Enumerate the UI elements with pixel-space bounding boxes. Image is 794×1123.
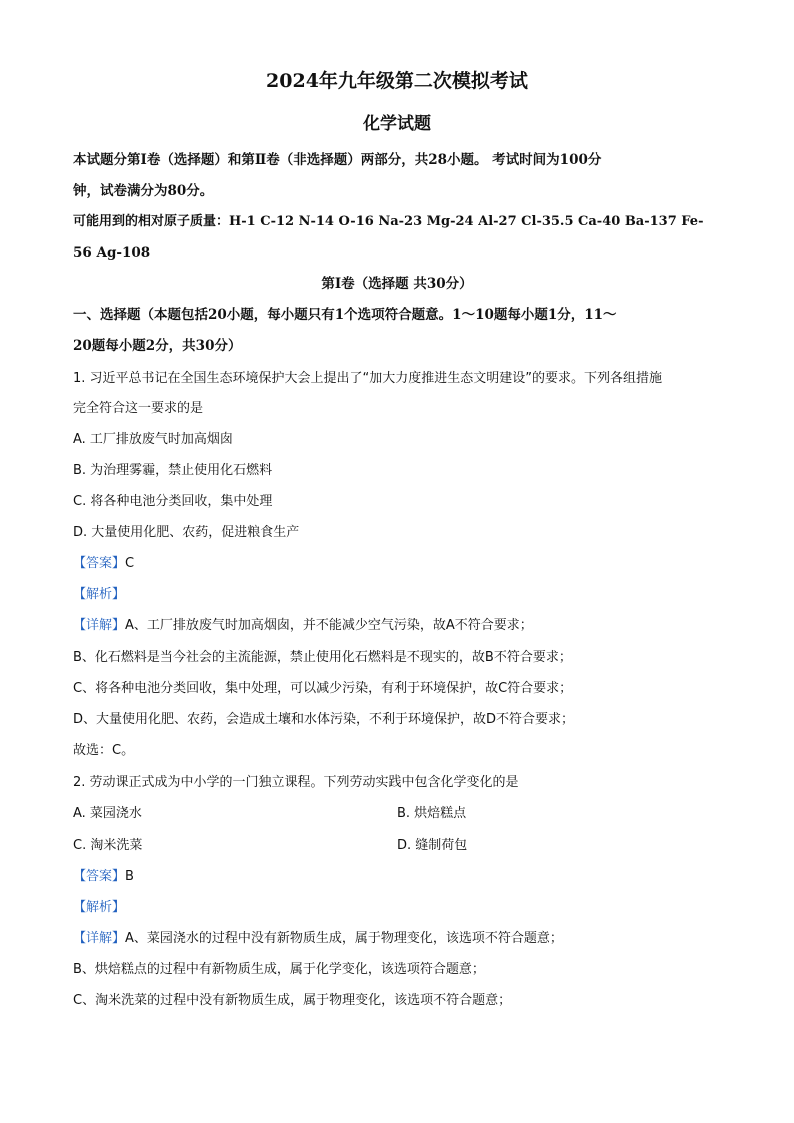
question-2-analysis-tag: 【解析】 (73, 900, 126, 915)
question-1-detail-b: B、化石燃料是当今社会的主流能源，禁止使用化石燃料是不现实的，故B不符合要求； (73, 650, 572, 665)
atomic-mass-line: 可能用到的相对原子质量：H-1 C-12 N-14 O-16 Na-23 Mg-24 Al-27 Cl-35.5 Ca-40 Ba-137 Fe- (73, 214, 704, 229)
question-1-option-d: D. 大量使用化肥、农药，促进粮食生产 (73, 525, 300, 540)
question-2-stem: 2. 劳动课正式成为中小学的一门独立课程。下列劳动实践中包含化学变化的是 (73, 775, 519, 790)
question-2-option-b: B. 烘焙糕点 (397, 806, 467, 821)
detail-tag: 【详解】 (73, 931, 126, 946)
detail-text: A、菜园浇水的过程中没有新物质生成，属于物理变化，该选项不符合题意； (125, 931, 563, 946)
part-instructions: 一、选择题（本题包括20小题，每小题只有1个选项符合题意。1～10题每小题1分，11～ (73, 307, 617, 323)
intro-text-cont: 钟，试卷满分为80分。 (73, 183, 214, 199)
intro-text: 本试题分第Ⅰ卷（选择题）和第Ⅱ卷（非选择题）两部分，共28小题。 考试时间为100分 (73, 152, 602, 168)
question-2-option-d: D. 缝制荷包 (397, 838, 468, 853)
question-1-option-b: B. 为治理雾霾，禁止使用化石燃料 (73, 463, 273, 478)
detail-tag: 【详解】 (73, 618, 126, 633)
question-2-answer (73, 867, 134, 887)
question-2-option-a: A. 菜园浇水 (73, 806, 142, 821)
question-2-detail-b: B、烘焙糕点的过程中有新物质生成，属于化学变化，该选项符合题意； (73, 962, 485, 977)
answer-tag: 【答案】 (73, 556, 126, 571)
question-1-option-a: A. 工厂排放废气时加高烟囱 (73, 432, 233, 447)
question-1-stem-cont: 完全符合这一要求的是 (73, 401, 204, 416)
question-2-option-c: C. 淘米洗菜 (73, 838, 143, 853)
exam-subtitle: 化学试题 (363, 114, 431, 134)
question-1-analysis-tag: 【解析】 (73, 587, 126, 602)
question-1-stem: 1. 习近平总书记在全国生态环境保护大会上提出了“加大力度推进生态文明建设”的要求。下列各组措施 (73, 371, 663, 386)
part-instructions-cont: 20题每小题2分，共30分） (73, 338, 242, 354)
question-1-answer (73, 554, 134, 574)
question-2-detail (73, 929, 563, 949)
exam-title: 2024年九年级第二次模拟考试 (266, 70, 528, 92)
answer-tag: 【答案】 (73, 869, 126, 884)
question-1-detail-d: D、大量使用化肥、农药，会造成土壤和水体污染，不利于环境保护，故D不符合要求； (73, 712, 575, 727)
answer-value: B (125, 869, 134, 884)
answer-value: C (125, 556, 135, 571)
section-heading: 第Ⅰ卷（选择题 共30分） (321, 276, 473, 292)
atomic-mass-line-cont: 56 Ag-108 (73, 245, 151, 261)
detail-text: A、工厂排放废气时加高烟囱，并不能减少空气污染，故A不符合要求； (125, 618, 533, 633)
question-1-detail-c: C、将各种电池分类回收，集中处理，可以减少污染，有利于环境保护，故C符合要求； (73, 681, 573, 696)
question-1-conclusion: 故选：C。 (73, 743, 135, 758)
question-1-option-c: C. 将各种电池分类回收，集中处理 (73, 494, 273, 509)
question-1-detail (73, 616, 533, 636)
question-2-detail-c: C、淘米洗菜的过程中没有新物质生成，属于物理变化，该选项不符合题意； (73, 993, 512, 1008)
